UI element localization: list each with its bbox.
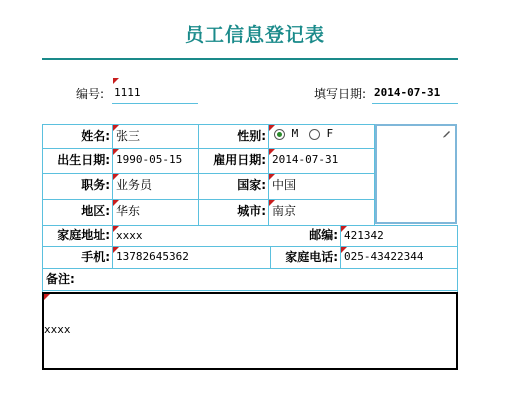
gender-m-label: M <box>291 127 299 140</box>
gender-label: 性别: <box>237 129 266 143</box>
grid-line <box>457 225 458 292</box>
pencil-icon[interactable] <box>442 128 452 138</box>
hire-date-field[interactable]: 2014-07-31 <box>272 153 339 166</box>
edit-marker-icon <box>44 294 50 300</box>
form-title: 员工信息登记表 <box>184 24 325 46</box>
edit-marker-icon <box>113 78 119 84</box>
fill-date-underline <box>372 103 458 104</box>
title-divider <box>42 58 458 60</box>
region-field[interactable]: 华东 <box>116 204 141 218</box>
employee-no-field[interactable]: 1111 <box>114 86 141 99</box>
employee-no-underline <box>112 103 198 104</box>
zip-label: 邮编: <box>309 228 338 242</box>
grid-line <box>42 290 458 291</box>
city-label: 城市: <box>237 204 266 218</box>
position-label: 职务: <box>81 178 110 192</box>
name-field[interactable]: 张三 <box>116 129 141 143</box>
home-phone-label: 家庭电话: <box>285 250 338 264</box>
gender-f-radio[interactable] <box>309 129 320 140</box>
mobile-label: 手机: <box>81 250 110 264</box>
remarks-value: xxxx <box>44 323 71 336</box>
name-label: 姓名: <box>81 129 110 143</box>
hire-date-label: 雇用日期: <box>213 153 266 167</box>
remarks-label: 备注: <box>46 272 75 286</box>
remarks-textarea[interactable] <box>42 292 458 370</box>
address-label: 家庭地址: <box>57 228 110 242</box>
country-label: 国家: <box>237 178 266 192</box>
employee-no-label: 编号: <box>76 87 105 101</box>
address-field[interactable]: xxxx <box>116 229 143 242</box>
fill-date-label: 填写日期: <box>314 87 367 101</box>
gender-radio-group <box>274 124 374 148</box>
position-field[interactable]: 业务员 <box>116 178 153 192</box>
mobile-field[interactable]: 13782645362 <box>116 250 189 263</box>
home-phone-field[interactable]: 025-43422344 <box>344 250 424 263</box>
fill-date-field[interactable]: 2014-07-31 <box>374 86 441 99</box>
birth-date-label: 出生日期: <box>57 153 110 167</box>
city-field[interactable]: 南京 <box>272 204 297 218</box>
gender-m-radio[interactable] <box>274 129 285 140</box>
region-label: 地区: <box>81 204 110 218</box>
country-field[interactable]: 中国 <box>272 178 297 192</box>
birth-date-field[interactable]: 1990-05-15 <box>116 153 183 166</box>
photo-box[interactable] <box>375 124 457 224</box>
zip-field[interactable]: 421342 <box>344 229 384 242</box>
gender-f-label: F <box>326 127 334 140</box>
